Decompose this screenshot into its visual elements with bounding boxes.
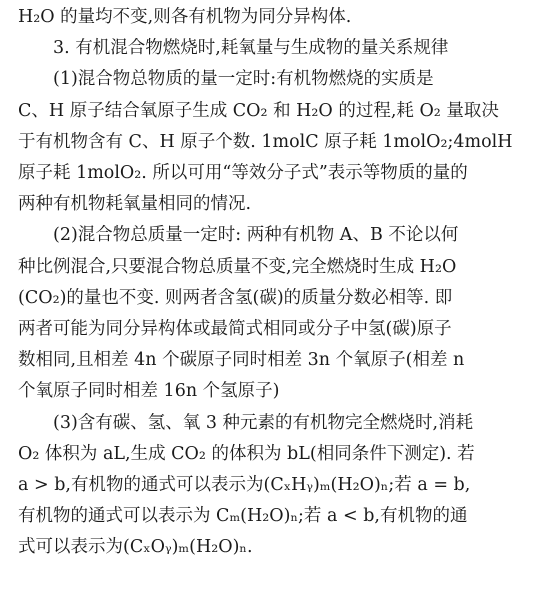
- section-heading: 3. 有机混合物燃烧时,耗氧量与生成物的量关系规律: [53, 38, 449, 59]
- text-line: 个氧原子同时相差 16n 个氢原子): [18, 381, 280, 402]
- text-line: 两种有机物耗氧量相同的情况.: [18, 194, 252, 215]
- text-line: O₂ 体积为 aL,生成 CO₂ 的体积为 bL(相同条件下测定). 若: [18, 443, 475, 464]
- text-line: 数相同,且相差 4n 个碳原子同时相差 3n 个氧原子(相差 n: [18, 350, 465, 371]
- text-line: a > b,有机物的通式可以表示为(CₓHᵧ)ₘ(H₂O)ₙ;若 a = b,: [18, 475, 471, 496]
- text-line: 有机物的通式可以表示为 Cₘ(H₂O)ₙ;若 a < b,有机物的通: [18, 506, 468, 527]
- paragraph-heading: [18, 33, 544, 64]
- paragraph-3: [18, 408, 544, 564]
- paragraph-1: [18, 64, 544, 220]
- text-line: 两者可能为同分异构体或最简式相同或分子中氢(碳)原子: [18, 319, 452, 340]
- text-line: C、H 原子结合氧原子生成 CO₂ 和 H₂O 的过程,耗 O₂ 量取决: [18, 100, 499, 121]
- text-line: (1)混合物总物质的量一定时:有机物燃烧的实质是: [53, 69, 434, 90]
- text-line: (2)混合物总质量一定时: 两种有机物 A、B 不论以何: [53, 225, 459, 246]
- text-line: H₂O 的量均不变,则各有机物为同分异构体.: [18, 7, 352, 27]
- text-line: 于有机物含有 C、H 原子个数. 1molC 原子耗 1molO₂;4molH: [18, 131, 513, 152]
- text-line: 式可以表示为(CₓOᵧ)ₘ(H₂O)ₙ.: [18, 537, 253, 558]
- paragraph-intro: [18, 2, 544, 33]
- text-line: (3)含有碳、氢、氧 3 种元素的有机物完全燃烧时,消耗: [53, 412, 474, 433]
- text-line: 种比例混合,只要混合物总质量不变,完全燃烧时生成 H₂O: [18, 256, 457, 277]
- paragraph-2: [18, 220, 544, 407]
- text-line: 原子耗 1molO₂. 所以可用“等效分子式”表示等物质的量的: [18, 163, 468, 184]
- text-line: (CO₂)的量也不变. 则两者含氢(碳)的质量分数必相等. 即: [18, 287, 453, 308]
